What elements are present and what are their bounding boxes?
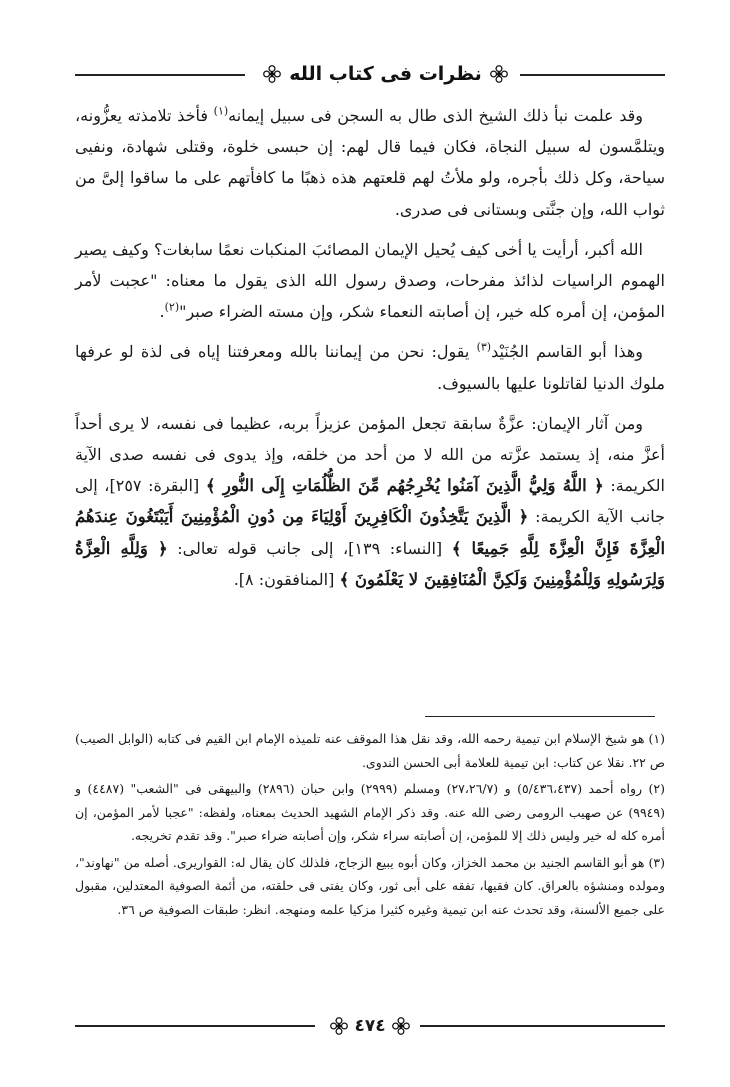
page-number-group xyxy=(325,1012,415,1040)
paragraph-text: يقول: نحن من إيماننا بالله ومعرفتنا إياه فى لذة لو عرفها ملوك الدنيا لقاتلونا عليها بالسيوف. xyxy=(75,342,665,393)
flower-ornament-icon xyxy=(490,65,508,83)
verse-reference: [البقرة: ٢٥٧]، إلى جانب الآية الكريمة: xyxy=(75,476,665,527)
footnotes xyxy=(75,727,665,924)
paragraph-text: وقد علمت نبأ ذلك الشيخ الذى طال به السجن فى سبيل إيمانه xyxy=(228,106,643,125)
paragraph-text: . xyxy=(159,302,165,322)
running-header xyxy=(75,52,665,92)
footnote-3: (٣) هو أبو القاسم الجنيد بن محمد الخزاز، وكان أبوه يبيع الزجاج، فلذلك كان يقال له: القواريرى. أصله من "نهاوند"، ومولده ومنشؤه بالعراق. كان فقيها، تفقه على أبى ثور، وكان يفتى فى حلقته، من أئمة الصوفية المعتدلين، مقبول على جميع الألسنة، وقد تحدث عنه ابن تيمية وغيره كثيرا مزكيا علمه ومنهجه. انظر: طبقات الصوفية ص ٣٦. xyxy=(75,854,665,917)
flower-ornament-icon xyxy=(392,1017,410,1035)
quran-verse-1: ﴿ اللَّهُ وَلِيُّ الَّذِينَ آمَنُوا يُخْرِجُهُم مِّنَ الظُّلُمَاتِ إِلَى النُّورِ ﴾ xyxy=(205,476,604,496)
main-text xyxy=(75,100,665,604)
footnote-ref-2[interactable]: (٢) xyxy=(164,300,180,314)
paragraph-text: فأخذ تلامذته يعزُّونه، ويتلمَّسون له سبيل النجاة، فكان فيما قال لهم: إن حبسى خلوة، وقتلى شهادة، ونفيى سياحة، وكل ذلك بأجره، ولو ملأتُ لهم قلعتهم هذه ذهبًا ما كافأتهم على ما ساقوا إلىَّ من ثواب الله، وإن جنَّتى وبستانى فى صدرى. xyxy=(75,106,665,219)
paragraph-3 xyxy=(75,336,665,398)
paragraph-text: وهذا أبو القاسم الجُنَيْد xyxy=(491,342,643,362)
verse-reference: [المنافقون: ٨]. xyxy=(233,569,340,589)
header-rule-right xyxy=(520,74,665,76)
page-number: ٤٧٤ xyxy=(354,1016,386,1036)
footnote-1: (١) هو شيخ الإسلام ابن تيمية رحمه الله، وقد نقل هذا الموقف عنه تلميذه الإمام ابن القيم فى كتابه (الوابل الصيب) ص ٢٢. نقلا عن كتاب: ابن تيمية للعلامة أبى الحسن الندوى. xyxy=(75,731,665,770)
paragraph-2 xyxy=(75,234,665,328)
paragraph-text: ومن آثار الإيمان: عزَّةٌ سابقة تجعل المؤمن عزيزاً بربه، عظيما فى نفسه، لا يرى أحداً أعزَّ منه، إذ يستمد عزَّته من الله لا من أحد من خلقه، وإذ يدوى فى نفسه صدى الآية الكريمة: xyxy=(75,413,665,496)
footnote-2: (٢) رواه أحمد (٥/٤٣٦،٤٣٧) و (٢٧،٢٦/٧) ومسلم (٢٩٩٩) وابن حبان (٢٨٩٦) والبيهقى فى "الشعب" (٤٤٨٧) و (٩٩٤٩) عن صهيب الرومى رضى الله عنه. وقد ذكر الإمام الشهيد الحديث بمعناه، ولفظه: "عجبا لأمر المؤمن، إن أمره كله له خير وليس ذلك إلا للمؤمن، إن أصابته سراء شكر، وإن أصابته ضراء صبر". وقد تقدم تخريجه. xyxy=(75,781,665,843)
quran-verse-2: ﴿ الَّذِينَ يَتَّخِذُونَ الْكَافِرِينَ أَوْلِيَاءَ مِن دُونِ الْمُؤْمِنِينَ أَيَبْتَغُونَ عِندَهُمُ الْعِزَّةَ فَإِنَّ الْعِزَّةَ لِلَّهِ جَمِيعًا ﴾ xyxy=(75,507,666,558)
header-rule-left xyxy=(75,74,245,76)
paragraph-4 xyxy=(75,408,665,595)
flower-ornament-icon xyxy=(263,65,281,83)
paragraph-text: الله أكبر، أرأيت يا أخى كيف يُحيل الإيمان المصائبَ المنكبات نعمًا سابغات؟ وكيف يصير الهموم الراسيات لذائذ مفرحات، وصدق رسول الله الذى يقول ما معناه: "عجبت لأمر المؤمن، إن أمره كله خير، إن أصابته النعماء شكر، وإن مسته الضراء صبر" xyxy=(75,239,665,322)
quran-verse-3: ﴿ وَلِلَّهِ الْعِزَّةُ وَلِرَسُولِهِ وَلِلْمُؤْمِنِينَ وَلَكِنَّ الْمُنَافِقِينَ لا يَعْلَمُونَ ﴾ xyxy=(75,538,665,589)
paragraph-1 xyxy=(75,100,665,225)
footer-rule-left xyxy=(75,1025,315,1027)
verse-reference: [النساء: ١٣٩]، إلى جانب قوله تعالى: xyxy=(167,538,452,558)
page-footer xyxy=(75,1012,665,1040)
running-title: نظرات فى كتاب الله xyxy=(289,63,482,85)
header-title-group xyxy=(253,58,518,90)
footer-rule-right xyxy=(420,1025,665,1027)
footnote-separator xyxy=(425,716,655,717)
footnote-ref-1[interactable]: (١) xyxy=(213,104,229,118)
flower-ornament-icon xyxy=(330,1017,348,1035)
footnote-ref-3[interactable]: (٣) xyxy=(476,341,492,355)
